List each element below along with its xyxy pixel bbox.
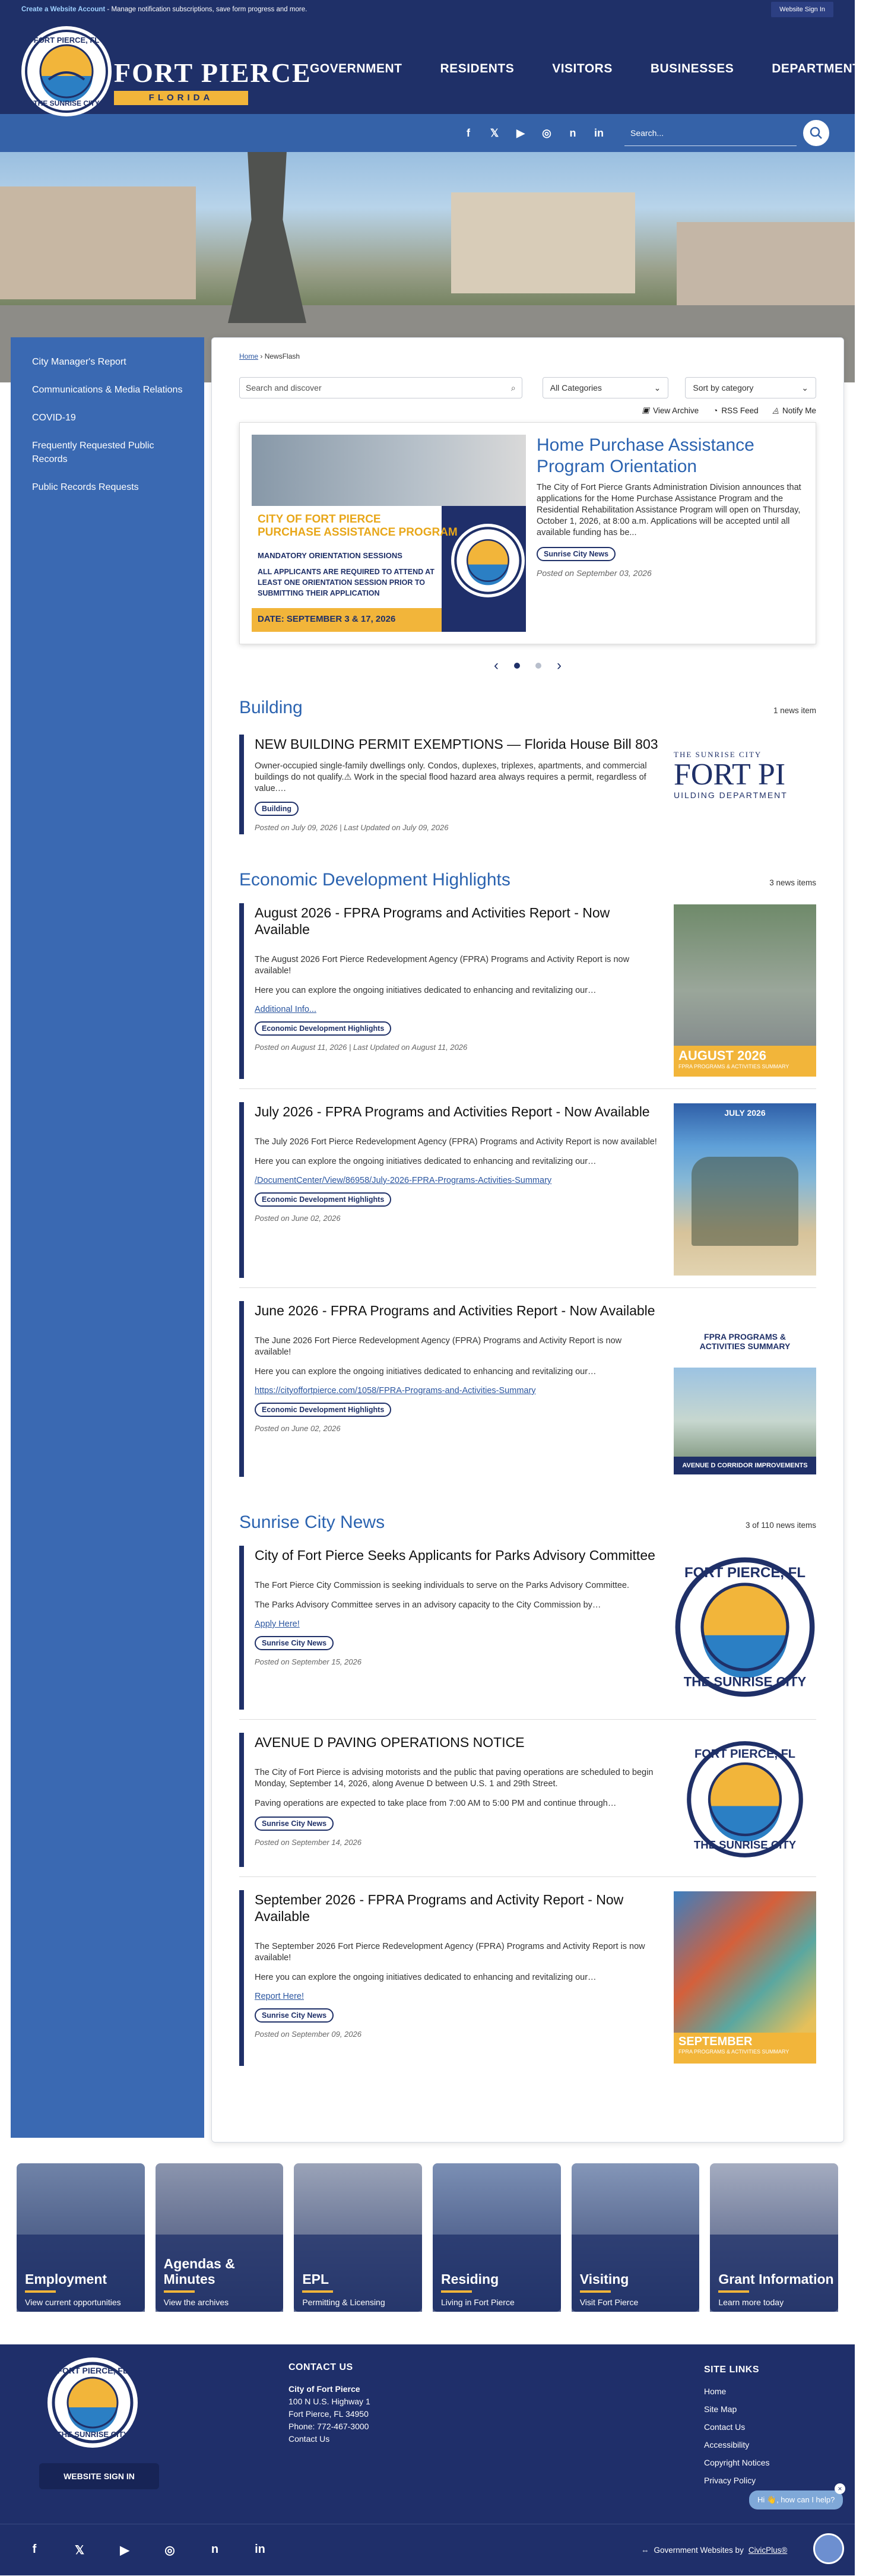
flyer-date: DATE: SEPTEMBER 3 & 17, 2026 [252,608,442,632]
featured-seal [451,524,525,597]
tile-subtitle: Permitting & Licensing [302,2297,385,2307]
divider [239,1719,816,1720]
carousel-dot-1[interactable] [514,663,520,669]
tile-underline [718,2290,749,2293]
footer-link-home[interactable]: Home [704,2387,727,2396]
news-item-link[interactable]: Additional Info... [255,1005,316,1014]
tile-epl[interactable] [294,2163,422,2312]
news-item-title[interactable]: July 2026 - FPRA Programs and Activities Report - Now Available [255,1104,650,1119]
chevron-down-icon: ⌄ [654,382,661,393]
divider [239,1876,816,1877]
news-item-body [255,736,674,832]
news-item-body [255,1891,674,2064]
featured-text: The City of Fort Pierce Grants Administration Division announces that applications for the Home Purchase Assistance Program and the Residential Rehabilitation Assistance Program will open on Thursday, October 1, 2026, at 8:00 a.m. Applications will be accepted until all available funding has be... [537,483,801,537]
sidebar-item-records-requests[interactable]: Public Records Requests [32,482,139,492]
quick-links [17,2163,838,2312]
search-icon [809,126,823,140]
instagram-icon[interactable]: ◎ [542,126,551,139]
site-search [624,118,831,148]
tile-subtitle: Visit Fort Pierce [579,2297,639,2307]
news-item-link[interactable]: Report Here! [255,1992,305,2001]
section-econ-count: 3 news items [769,878,816,887]
news-item-title[interactable]: June 2026 - FPRA Programs and Activities Report - Now Available [255,1303,655,1318]
footer-contact-heading: CONTACT US [288,2362,353,2372]
svg-text:THE SUNRISE CITY: THE SUNRISE CITY [693,1838,797,1851]
news-item-tag[interactable]: Building [255,802,299,816]
featured-tag[interactable]: Sunrise City News [537,547,616,561]
main-content [211,337,844,2143]
chat-bubble[interactable]: Hi 👋, how can I help? [749,2490,843,2509]
tile-residing[interactable] [433,2163,561,2312]
civicplus-credit [641,2524,787,2576]
news-item-text: Here you can explore the ongoing initiatives dedicated to enhancing and revitalizing our… [255,1973,597,1982]
news-item-body [255,1302,674,1474]
news-item-date: Posted on June 02, 2026 [255,1214,341,1223]
section-sunrise-count: 3 of 110 news items [745,1521,816,1530]
news-item-tag[interactable]: Sunrise City News [255,1817,334,1831]
thumb-banner [674,2033,816,2064]
section-sunrise-header [239,1512,816,1533]
news-item[interactable] [239,735,816,834]
brand-state: FLORIDA [114,91,248,105]
flyer-line-1: CITY OF FORT PIERCE [258,513,381,526]
footer-address-1: 100 N U.S. Highway 1 [288,2397,370,2406]
linkedin-icon[interactable]: in [255,2542,265,2556]
nav-visitors[interactable]: VISITORS [552,62,613,75]
section-econ-header [239,870,816,890]
news-item-text: The August 2026 Fort Pierce Redevelopment Agency (FPRA) Programs and Activity Report is now available! [255,955,630,976]
news-item-text: The City of Fort Pierce is advising motorists and the public that paving operations are scheduled to begin Monday, September 14, 2026, along Avenue D between U.S. 1 and 29th Street. [255,1768,654,1789]
thumb-banner [674,1046,816,1077]
carousel-pager [239,657,816,674]
sidebar-item-communications[interactable]: Communications & Media Relations [32,385,183,395]
search-icon: ⌕ [510,382,516,393]
footer-link-site-map[interactable]: Site Map [704,2404,737,2414]
breadcrumb-home[interactable]: Home [239,352,259,360]
nav-departments[interactable]: DEPARTMENTS [772,62,869,75]
city-seal-logo[interactable] [21,26,112,116]
carousel-dot-2[interactable] [535,663,541,669]
svg-text:FORT PIERCE, FL: FORT PIERCE, FL [694,1748,795,1761]
svg-text:THE SUNRISE CITY: THE SUNRISE CITY [56,2430,129,2439]
news-item-thumbnail [674,1547,816,1707]
svg-text:THE SUNRISE CITY: THE SUNRISE CITY [33,99,100,107]
rss-icon: ◔ [713,406,718,415]
footer-links-heading: SITE LINKS [704,2365,760,2375]
tile-underline [441,2290,472,2293]
section-building-header [239,698,816,718]
sidebar-item-public-records[interactable]: Frequently Requested Public Records [32,441,154,464]
section-sunrise-title[interactable]: Sunrise City News [239,1512,385,1532]
chat-launcher-button[interactable] [813,2533,844,2564]
news-item[interactable] [239,1546,816,1710]
account-strip [0,0,855,19]
tile-title: Residing [441,2271,499,2287]
news-item-link[interactable]: /DocumentCenter/View/86958/July-2026-FPRA-Programs-Activities-Summary [255,1176,552,1185]
footer-contact-name: City of Fort Pierce [288,2384,360,2394]
footer-seal-logo[interactable] [47,2357,138,2448]
divider [239,1088,816,1089]
search-input[interactable] [624,120,797,146]
footer-contact [288,2361,370,2445]
tile-subtitle: Living in Fort Pierce [441,2297,515,2307]
building-logo-main: FORT PI [674,758,786,792]
footer-social-links [26,2543,268,2558]
seal-icon [674,1556,816,1698]
youtube-icon[interactable]: ▶ [516,126,525,139]
news-item-date: Posted on September 15, 2026 [255,1657,361,1666]
tile-employment[interactable] [17,2163,145,2312]
civicplus-icon: ⇔ [641,2546,649,2555]
thumb-photo [674,1368,816,1457]
divider [239,1287,816,1288]
news-item-link[interactable]: Apply Here! [255,1619,300,1629]
tile-underline [25,2290,56,2293]
featured-body [526,435,804,632]
breadcrumb-separator: › [258,352,265,360]
news-item-tag[interactable]: Sunrise City News [255,1636,334,1650]
section-building-count: 1 news item [773,706,816,715]
archive-icon: ▣ [642,406,650,414]
sidebar [11,337,204,2138]
footer-site-links [704,2361,770,2489]
create-account-link[interactable]: Create a Website Account [21,6,106,13]
chevron-down-icon: ⌄ [801,382,808,393]
featured-photo [252,435,526,506]
featured-flyer-heading [258,513,458,539]
footer-link-copyright[interactable]: Copyright Notices [704,2458,770,2467]
x-twitter-icon[interactable]: 𝕏 [74,2543,85,2557]
hero-building-left [0,186,196,299]
flyer-line-4: ALL APPLICANTS ARE REQUIRED TO ATTEND AT LEAST ONE ORIENTATION SESSION PRIOR TO SUBMITTING THEIR APPLICATION [258,568,435,597]
nextdoor-icon[interactable]: n [569,126,576,139]
seal-icon [25,30,108,113]
brand-name: FORT PIERCE [114,58,312,88]
news-item-date: Posted on August 11, 2026 | Last Updated on August 11, 2026 [255,1043,468,1052]
sort-select[interactable] [685,377,816,398]
sort-select-value: Sort by category [693,383,754,393]
main-nav [291,62,888,76]
section-building-title[interactable]: Building [239,698,303,717]
tile-underline [580,2290,611,2293]
seal-icon [686,1740,804,1859]
website-sign-in-button[interactable]: Website Sign In [771,2,833,17]
svg-text:FORT PIERCE, FL: FORT PIERCE, FL [57,2366,128,2375]
nav-government[interactable]: GOVERNMENT [310,62,402,75]
thumb-label: FPRA PROGRAMS & ACTIVITIES SUMMARY [699,1332,791,1351]
breadcrumb [239,352,816,360]
building-logo-bottom: UILDING DEPARTMENT [674,790,788,800]
news-item-body [255,1547,674,1707]
category-select-value: All Categories [550,383,602,393]
tile-grant-information[interactable] [710,2163,838,2312]
news-item-date: Posted on September 14, 2026 [255,1838,361,1847]
view-archive-label: View Archive [653,406,699,415]
instagram-icon[interactable]: ◎ [164,2543,175,2557]
footer-link-accessibility[interactable]: Accessibility [704,2440,750,2450]
tile-subtitle: View current opportunities [25,2297,121,2307]
news-item-text: The September 2026 Fort Pierce Redevelopment Agency (FPRA) Programs and Activity Report is now available! [255,1942,645,1963]
chevron-right-icon[interactable]: › [557,657,562,673]
flyer-line-3: MANDATORY ORIENTATION SESSIONS [258,551,402,560]
x-twitter-icon[interactable]: 𝕏 [490,126,499,139]
news-item-tag[interactable]: Economic Development Highlights [255,1021,391,1036]
facebook-icon[interactable]: f [32,2542,37,2556]
featured-date: Posted on September 03, 2026 [537,568,652,578]
tile-underline [164,2290,195,2293]
youtube-icon[interactable]: ▶ [120,2543,129,2557]
tile-title: Employment [25,2271,107,2287]
tile-title: Grant Information [718,2271,834,2287]
featured-news-card[interactable] [239,422,816,644]
news-item-title[interactable]: City of Fort Pierce Seeks Applicants for Parks Advisory Committee [255,1548,655,1563]
news-item-link[interactable]: https://cityoffortpierce.com/1058/FPRA-Programs-and-Activities-Summary [255,1386,536,1395]
news-item[interactable] [239,1102,816,1278]
tile-agendas[interactable] [156,2163,284,2312]
news-item-title[interactable]: August 2026 - FPRA Programs and Activities Report - Now Available [255,905,610,937]
news-item-body [255,904,674,1077]
news-item-thumbnail [674,1103,816,1276]
news-item-text: Owner-occupied single-family dwellings only. Condos, duplexes, triplexes, apartments, and commercial buildings do not qualify.⚠ Work in the special flood hazard area always requires a permit, regardless of value.… [255,761,647,793]
footer-address-2: Fort Pierce, FL 34950 [288,2409,369,2419]
news-item[interactable] [239,1733,816,1867]
site-header [0,19,869,139]
view-archive-link[interactable] [642,406,699,415]
header-social-links [461,125,607,141]
news-item-text: Here you can explore the ongoing initiatives dedicated to enhancing and revitalizing our… [255,1157,597,1166]
news-item-body [255,1103,674,1276]
news-item-title[interactable]: AVENUE D PAVING OPERATIONS NOTICE [255,1735,525,1750]
news-item-date: Posted on July 09, 2026 | Last Updated on July 09, 2026 [255,823,449,832]
linkedin-icon[interactable]: in [594,126,604,139]
site-footer [0,2344,855,2575]
tile-visiting[interactable] [572,2163,700,2312]
search-button[interactable] [801,118,831,148]
tile-title: EPL [302,2271,329,2287]
breadcrumb-current: NewsFlash [264,352,300,360]
footer-link-contact[interactable]: Contact Us [704,2422,746,2432]
building-logo-top: THE SUNRISE CITY [674,750,762,759]
nav-residents[interactable]: RESIDENTS [440,62,515,75]
news-item-tag[interactable]: Sunrise City News [255,2008,334,2023]
footer-phone[interactable]: Phone: 772-467-3000 [288,2422,369,2431]
featured-title[interactable]: Home Purchase Assistance Program Orientation [537,435,754,476]
tile-underline [302,2290,333,2293]
news-item-thumbnail [674,1734,816,1865]
news-item-text: Paving operations are expected to take place from 7:00 AM to 5:00 PM and continue through… [255,1799,617,1808]
news-item-thumbnail [674,736,816,819]
news-item-body [255,1734,674,1865]
nav-businesses[interactable]: BUSINESSES [650,62,734,75]
footer-link-privacy[interactable]: Privacy Policy [704,2476,756,2485]
close-icon[interactable]: × [835,2483,845,2494]
news-item-text: Here you can explore the ongoing initiatives dedicated to enhancing and revitalizing our… [255,986,597,995]
hero-building-right [451,192,635,293]
thumb-label: AUGUST 2026 [678,1048,766,1063]
thumb-people [692,1157,798,1246]
hero-building-far-right [677,222,855,305]
tile-subtitle: Learn more today [718,2297,784,2307]
svg-text:THE SUNRISE CITY: THE SUNRISE CITY [683,1674,807,1689]
news-item-title[interactable]: September 2026 - FPRA Programs and Activity Report - Now Available [255,1892,624,1924]
news-actions [239,406,816,415]
thumb-label: JULY 2026 [724,1108,766,1118]
hero-statue [202,151,332,323]
news-item-text: The Parks Advisory Committee serves in an advisory capacity to the City Commission by… [255,1600,601,1610]
news-search-placeholder: Search and discover [246,383,322,393]
news-item-date: Posted on September 09, 2026 [255,2030,361,2039]
bell-icon: ◬ [772,406,779,414]
tile-subtitle: View the archives [163,2297,229,2307]
footer-bottom-bar [0,2524,855,2575]
rss-feed-link[interactable] [713,406,758,415]
thumb-sublabel: FPRA PROGRAMS & ACTIVITIES SUMMARY [678,1064,789,1069]
notify-me-link[interactable] [773,406,816,415]
news-item-text: The Fort Pierce City Commission is seeking individuals to serve on the Parks Advisory Committee. [255,1581,629,1590]
news-item[interactable] [239,1301,816,1477]
svg-text:FORT PIERCE, FL: FORT PIERCE, FL [33,36,100,45]
category-select[interactable] [543,377,669,398]
rss-feed-label: RSS Feed [721,406,759,415]
news-item[interactable] [239,1890,816,2066]
thumb-label: SEPTEMBER [678,2035,753,2048]
flyer-line-2: PURCHASE ASSISTANCE PROGRAM [258,526,458,539]
facebook-icon[interactable]: f [467,126,470,139]
news-search-input[interactable] [239,377,522,398]
news-item-date: Posted on June 02, 2026 [255,1424,341,1433]
svg-text:FORT PIERCE, FL: FORT PIERCE, FL [684,1565,805,1581]
news-item-tag[interactable]: Economic Development Highlights [255,1403,391,1417]
sidebar-item-covid[interactable]: COVID-19 [32,413,76,423]
sidebar-item-city-managers-report[interactable]: City Manager's Report [32,357,126,367]
news-filters [239,377,816,398]
section-econ-title[interactable]: Economic Development Highlights [239,870,510,890]
civicplus-text: Government Websites by [654,2546,744,2555]
thumb-sublabel: AVENUE D CORRIDOR IMPROVEMENTS [674,1457,816,1474]
featured-image [252,435,526,632]
footer-sign-in-button[interactable]: WEBSITE SIGN IN [39,2463,159,2489]
news-item-text: The June 2026 Fort Pierce Redevelopment Agency (FPRA) Programs and Activity Report is now available! [255,1336,622,1357]
news-item-text: Here you can explore the ongoing initiatives dedicated to enhancing and revitalizing our… [255,1367,597,1376]
tile-title: Visiting [579,2271,629,2287]
tile-title: Agendas & Minutes [163,2256,235,2287]
civicplus-link[interactable]: CivicPlus® [748,2546,788,2555]
news-item-thumbnail [674,904,816,1077]
news-item-title[interactable]: NEW BUILDING PERMIT EXEMPTIONS — Florida House Bill 803 [255,736,658,752]
thumb-sublabel: FPRA PROGRAMS & ACTIVITIES SUMMARY [678,2049,789,2055]
header-subbar [0,114,855,152]
news-item-thumbnail [674,1302,816,1474]
footer-contact-link[interactable]: Contact Us [288,2434,330,2444]
news-item[interactable] [239,903,816,1079]
chevron-left-icon[interactable]: ‹ [494,657,499,673]
brand-wordmark[interactable] [114,57,312,105]
notify-me-label: Notify Me [782,406,816,415]
news-item-text: The July 2026 Fort Pierce Redevelopment Agency (FPRA) Programs and Activity Report is now available! [255,1137,657,1147]
news-item-tag[interactable]: Economic Development Highlights [255,1192,391,1207]
account-strip-text: - Manage notification subscriptions, save form progress and more. [105,6,307,13]
nextdoor-icon[interactable]: n [211,2542,219,2556]
account-message [21,6,307,13]
seal-icon [453,526,522,595]
seal-icon [51,2361,134,2444]
news-item-thumbnail [674,1891,816,2064]
